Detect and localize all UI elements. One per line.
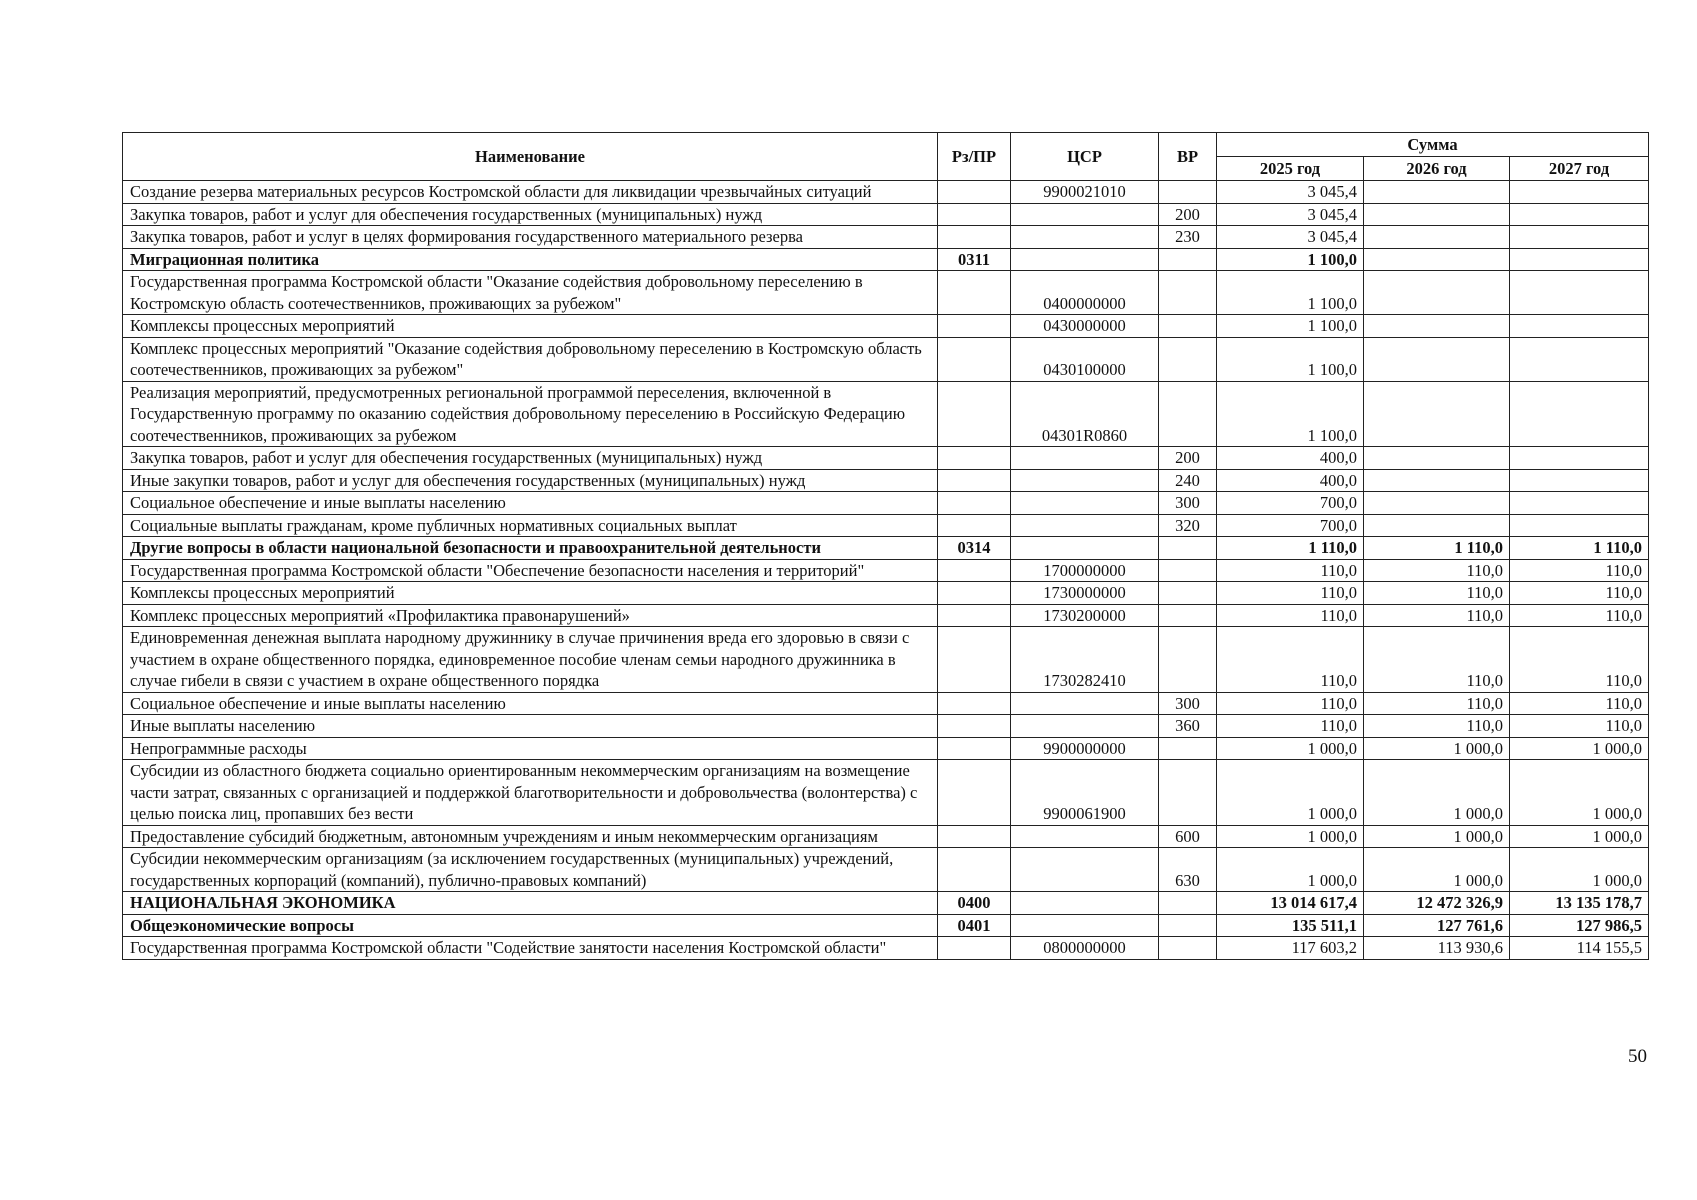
cell-2025: 1 000,0 bbox=[1217, 737, 1364, 760]
cell-2026: 110,0 bbox=[1364, 692, 1510, 715]
cell-vr bbox=[1159, 760, 1217, 826]
cell-rzpr: 0311 bbox=[938, 248, 1011, 271]
table-row bbox=[123, 892, 1649, 915]
cell-csr bbox=[1011, 692, 1159, 715]
cell-vr: 360 bbox=[1159, 715, 1217, 738]
cell-name: Субсидии некоммерческим организациям (за исключением государственных (муниципальных) учреждений, государственных корпораций (компаний), публично-правовых компаний) bbox=[123, 848, 938, 892]
cell-2025: 110,0 bbox=[1217, 692, 1364, 715]
cell-2025: 3 045,4 bbox=[1217, 203, 1364, 226]
cell-2026: 1 110,0 bbox=[1364, 537, 1510, 560]
cell-csr bbox=[1011, 825, 1159, 848]
cell-name: Создание резерва материальных ресурсов Костромской области для ликвидации чрезвычайных ситуаций bbox=[123, 181, 938, 204]
cell-2026: 127 761,6 bbox=[1364, 914, 1510, 937]
cell-2025: 700,0 bbox=[1217, 492, 1364, 515]
cell-name: Государственная программа Костромской области "Содействие занятости населения Костромской области" bbox=[123, 937, 938, 960]
cell-vr bbox=[1159, 914, 1217, 937]
cell-vr bbox=[1159, 315, 1217, 338]
table-row bbox=[123, 203, 1649, 226]
cell-2026 bbox=[1364, 447, 1510, 470]
cell-2026: 1 000,0 bbox=[1364, 760, 1510, 826]
cell-name: Общеэкономические вопросы bbox=[123, 914, 938, 937]
cell-name: Комплексы процессных мероприятий bbox=[123, 315, 938, 338]
cell-2026: 110,0 bbox=[1364, 627, 1510, 693]
cell-2026 bbox=[1364, 381, 1510, 447]
table-row bbox=[123, 447, 1649, 470]
cell-2027: 1 000,0 bbox=[1510, 737, 1649, 760]
cell-2026 bbox=[1364, 315, 1510, 338]
cell-2025: 110,0 bbox=[1217, 582, 1364, 605]
cell-csr bbox=[1011, 492, 1159, 515]
header-year-2026: 2026 год bbox=[1364, 157, 1510, 181]
cell-vr bbox=[1159, 337, 1217, 381]
cell-csr: 04301R0860 bbox=[1011, 381, 1159, 447]
cell-vr bbox=[1159, 937, 1217, 960]
cell-csr bbox=[1011, 848, 1159, 892]
cell-rzpr bbox=[938, 447, 1011, 470]
cell-2027: 1 110,0 bbox=[1510, 537, 1649, 560]
cell-rzpr bbox=[938, 203, 1011, 226]
cell-2026 bbox=[1364, 203, 1510, 226]
table-row bbox=[123, 627, 1649, 693]
cell-csr: 0400000000 bbox=[1011, 271, 1159, 315]
cell-vr bbox=[1159, 559, 1217, 582]
cell-name: Комплекс процессных мероприятий "Оказание содействия добровольному переселению в Костромскую область соотечественников, проживающих за рубежом" bbox=[123, 337, 938, 381]
cell-2027 bbox=[1510, 248, 1649, 271]
cell-vr: 230 bbox=[1159, 226, 1217, 249]
cell-csr bbox=[1011, 203, 1159, 226]
cell-vr bbox=[1159, 271, 1217, 315]
cell-vr bbox=[1159, 892, 1217, 915]
cell-csr bbox=[1011, 914, 1159, 937]
cell-2025: 1 000,0 bbox=[1217, 848, 1364, 892]
cell-rzpr bbox=[938, 181, 1011, 204]
cell-2027: 110,0 bbox=[1510, 582, 1649, 605]
cell-name: Другие вопросы в области национальной безопасности и правоохранительной деятельности bbox=[123, 537, 938, 560]
cell-2025: 110,0 bbox=[1217, 627, 1364, 693]
cell-vr: 200 bbox=[1159, 203, 1217, 226]
cell-vr: 300 bbox=[1159, 692, 1217, 715]
cell-2025: 1 000,0 bbox=[1217, 760, 1364, 826]
cell-vr bbox=[1159, 248, 1217, 271]
cell-rzpr bbox=[938, 627, 1011, 693]
table-row bbox=[123, 315, 1649, 338]
cell-name: Иные закупки товаров, работ и услуг для обеспечения государственных (муниципальных) нужд bbox=[123, 469, 938, 492]
cell-vr bbox=[1159, 604, 1217, 627]
cell-2026 bbox=[1364, 337, 1510, 381]
cell-2027 bbox=[1510, 181, 1649, 204]
cell-2027: 110,0 bbox=[1510, 604, 1649, 627]
cell-name: Предоставление субсидий бюджетным, автономным учреждениям и иным некоммерческим организациям bbox=[123, 825, 938, 848]
cell-2025: 400,0 bbox=[1217, 469, 1364, 492]
cell-rzpr bbox=[938, 937, 1011, 960]
cell-2025: 3 045,4 bbox=[1217, 181, 1364, 204]
cell-2026: 1 000,0 bbox=[1364, 848, 1510, 892]
cell-2026: 1 000,0 bbox=[1364, 825, 1510, 848]
cell-name: Закупка товаров, работ и услуг для обеспечения государственных (муниципальных) нужд bbox=[123, 203, 938, 226]
cell-vr bbox=[1159, 181, 1217, 204]
cell-2027: 110,0 bbox=[1510, 715, 1649, 738]
cell-2027: 1 000,0 bbox=[1510, 760, 1649, 826]
cell-2027 bbox=[1510, 469, 1649, 492]
cell-csr bbox=[1011, 469, 1159, 492]
cell-name: Комплексы процессных мероприятий bbox=[123, 582, 938, 605]
cell-2027 bbox=[1510, 271, 1649, 315]
cell-2026: 1 000,0 bbox=[1364, 737, 1510, 760]
cell-2026 bbox=[1364, 226, 1510, 249]
table-row bbox=[123, 537, 1649, 560]
cell-vr bbox=[1159, 582, 1217, 605]
cell-rzpr bbox=[938, 337, 1011, 381]
cell-rzpr bbox=[938, 825, 1011, 848]
cell-rzpr bbox=[938, 604, 1011, 627]
header-rzpr: Рз/ПР bbox=[938, 133, 1011, 181]
header-csr: ЦСР bbox=[1011, 133, 1159, 181]
cell-rzpr: 0401 bbox=[938, 914, 1011, 937]
cell-name: Социальные выплаты гражданам, кроме публичных нормативных социальных выплат bbox=[123, 514, 938, 537]
cell-2026: 110,0 bbox=[1364, 559, 1510, 582]
header-summa: Сумма bbox=[1217, 133, 1649, 157]
table-row bbox=[123, 715, 1649, 738]
cell-vr: 630 bbox=[1159, 848, 1217, 892]
table-row bbox=[123, 582, 1649, 605]
cell-2025: 110,0 bbox=[1217, 604, 1364, 627]
cell-name: Миграционная политика bbox=[123, 248, 938, 271]
cell-vr bbox=[1159, 627, 1217, 693]
cell-csr: 0430000000 bbox=[1011, 315, 1159, 338]
cell-vr: 300 bbox=[1159, 492, 1217, 515]
cell-2027 bbox=[1510, 381, 1649, 447]
table-row bbox=[123, 937, 1649, 960]
cell-rzpr bbox=[938, 315, 1011, 338]
cell-2026 bbox=[1364, 181, 1510, 204]
cell-2027: 127 986,5 bbox=[1510, 914, 1649, 937]
cell-rzpr: 0400 bbox=[938, 892, 1011, 915]
table-row bbox=[123, 914, 1649, 937]
cell-csr bbox=[1011, 892, 1159, 915]
cell-2027 bbox=[1510, 492, 1649, 515]
cell-2025: 13 014 617,4 bbox=[1217, 892, 1364, 915]
table-row bbox=[123, 514, 1649, 537]
cell-2026: 113 930,6 bbox=[1364, 937, 1510, 960]
cell-vr bbox=[1159, 737, 1217, 760]
cell-name: НАЦИОНАЛЬНАЯ ЭКОНОМИКА bbox=[123, 892, 938, 915]
cell-2027: 1 000,0 bbox=[1510, 825, 1649, 848]
budget-table bbox=[122, 132, 1649, 960]
cell-vr bbox=[1159, 381, 1217, 447]
cell-csr: 1700000000 bbox=[1011, 559, 1159, 582]
cell-csr bbox=[1011, 226, 1159, 249]
cell-2025: 700,0 bbox=[1217, 514, 1364, 537]
cell-2026: 110,0 bbox=[1364, 715, 1510, 738]
cell-2027 bbox=[1510, 514, 1649, 537]
cell-2025: 110,0 bbox=[1217, 559, 1364, 582]
cell-2026 bbox=[1364, 469, 1510, 492]
cell-2025: 117 603,2 bbox=[1217, 937, 1364, 960]
cell-2027: 110,0 bbox=[1510, 559, 1649, 582]
cell-2027: 110,0 bbox=[1510, 692, 1649, 715]
table-row bbox=[123, 271, 1649, 315]
cell-name: Непрограммные расходы bbox=[123, 737, 938, 760]
table-row bbox=[123, 492, 1649, 515]
cell-2027 bbox=[1510, 337, 1649, 381]
cell-csr: 0430100000 bbox=[1011, 337, 1159, 381]
table-row bbox=[123, 226, 1649, 249]
cell-rzpr bbox=[938, 692, 1011, 715]
cell-rzpr bbox=[938, 469, 1011, 492]
table-row bbox=[123, 337, 1649, 381]
cell-2025: 1 100,0 bbox=[1217, 271, 1364, 315]
cell-name: Комплекс процессных мероприятий «Профилактика правонарушений» bbox=[123, 604, 938, 627]
cell-2025: 1 110,0 bbox=[1217, 537, 1364, 560]
cell-csr bbox=[1011, 715, 1159, 738]
cell-csr bbox=[1011, 248, 1159, 271]
cell-vr bbox=[1159, 537, 1217, 560]
table-row bbox=[123, 848, 1649, 892]
cell-csr bbox=[1011, 447, 1159, 470]
cell-rzpr bbox=[938, 559, 1011, 582]
table-row bbox=[123, 604, 1649, 627]
cell-vr: 320 bbox=[1159, 514, 1217, 537]
cell-2025: 1 100,0 bbox=[1217, 315, 1364, 338]
table-row bbox=[123, 559, 1649, 582]
cell-csr: 1730282410 bbox=[1011, 627, 1159, 693]
table-body bbox=[123, 181, 1649, 960]
cell-vr: 200 bbox=[1159, 447, 1217, 470]
cell-name: Социальное обеспечение и иные выплаты населению bbox=[123, 692, 938, 715]
cell-2026 bbox=[1364, 248, 1510, 271]
cell-rzpr bbox=[938, 271, 1011, 315]
cell-name: Субсидии из областного бюджета социально ориентированным некоммерческим организациям на возмещение части затрат, связанных с организацией и поддержкой благотворительности и добровольчества (волонтерства) с целью поиска лиц, пропавших без вести bbox=[123, 760, 938, 826]
cell-csr: 9900061900 bbox=[1011, 760, 1159, 826]
cell-2025: 3 045,4 bbox=[1217, 226, 1364, 249]
table-row bbox=[123, 381, 1649, 447]
cell-rzpr: 0314 bbox=[938, 537, 1011, 560]
cell-vr: 240 bbox=[1159, 469, 1217, 492]
table-row bbox=[123, 469, 1649, 492]
cell-2025: 1 000,0 bbox=[1217, 825, 1364, 848]
cell-csr: 1730000000 bbox=[1011, 582, 1159, 605]
cell-2027: 1 000,0 bbox=[1510, 848, 1649, 892]
header-name: Наименование bbox=[123, 133, 938, 181]
cell-csr bbox=[1011, 537, 1159, 560]
cell-rzpr bbox=[938, 737, 1011, 760]
cell-name: Социальное обеспечение и иные выплаты населению bbox=[123, 492, 938, 515]
cell-name: Закупка товаров, работ и услуг в целях формирования государственного материального резерва bbox=[123, 226, 938, 249]
table-row bbox=[123, 692, 1649, 715]
table-row bbox=[123, 181, 1649, 204]
cell-rzpr bbox=[938, 760, 1011, 826]
cell-2025: 135 511,1 bbox=[1217, 914, 1364, 937]
cell-name: Государственная программа Костромской области "Обеспечение безопасности населения и территорий" bbox=[123, 559, 938, 582]
cell-name: Государственная программа Костромской области "Оказание содействия добровольному переселению в Костромскую область соотечественников, проживающих за рубежом" bbox=[123, 271, 938, 315]
cell-2027: 114 155,5 bbox=[1510, 937, 1649, 960]
cell-rzpr bbox=[938, 381, 1011, 447]
cell-rzpr bbox=[938, 715, 1011, 738]
cell-name: Реализация мероприятий, предусмотренных региональной программой переселения, включенной в Государственную программу по оказанию содействия добровольному переселению в Российскую Федерацию соотечественников, проживающих за рубежом bbox=[123, 381, 938, 447]
cell-2025: 400,0 bbox=[1217, 447, 1364, 470]
header-year-2025: 2025 год bbox=[1217, 157, 1364, 181]
cell-2025: 1 100,0 bbox=[1217, 381, 1364, 447]
cell-rzpr bbox=[938, 226, 1011, 249]
cell-2027 bbox=[1510, 226, 1649, 249]
header-vr: ВР bbox=[1159, 133, 1217, 181]
cell-rzpr bbox=[938, 514, 1011, 537]
cell-csr bbox=[1011, 514, 1159, 537]
header-year-2027: 2027 год bbox=[1510, 157, 1649, 181]
cell-2025: 110,0 bbox=[1217, 715, 1364, 738]
cell-vr: 600 bbox=[1159, 825, 1217, 848]
table-row bbox=[123, 248, 1649, 271]
cell-csr: 9900021010 bbox=[1011, 181, 1159, 204]
cell-2026: 110,0 bbox=[1364, 582, 1510, 605]
cell-2026: 110,0 bbox=[1364, 604, 1510, 627]
table-row bbox=[123, 737, 1649, 760]
table-header bbox=[123, 133, 1649, 181]
cell-2026 bbox=[1364, 271, 1510, 315]
cell-2026 bbox=[1364, 492, 1510, 515]
cell-rzpr bbox=[938, 582, 1011, 605]
cell-name: Иные выплаты населению bbox=[123, 715, 938, 738]
cell-name: Единовременная денежная выплата народному дружиннику в случае причинения вреда его здоровью в связи с участием в охране общественного порядка, единовременное пособие членам семьи народного дружинника в случае гибели в связи с участием в охране общественного порядка bbox=[123, 627, 938, 693]
cell-rzpr bbox=[938, 848, 1011, 892]
cell-2026 bbox=[1364, 514, 1510, 537]
cell-2025: 1 100,0 bbox=[1217, 248, 1364, 271]
budget-table-sheet bbox=[122, 132, 1648, 960]
cell-csr: 0800000000 bbox=[1011, 937, 1159, 960]
cell-2027 bbox=[1510, 315, 1649, 338]
table-row bbox=[123, 760, 1649, 826]
cell-2027 bbox=[1510, 203, 1649, 226]
cell-2026: 12 472 326,9 bbox=[1364, 892, 1510, 915]
cell-2027 bbox=[1510, 447, 1649, 470]
cell-2025: 1 100,0 bbox=[1217, 337, 1364, 381]
cell-2027: 13 135 178,7 bbox=[1510, 892, 1649, 915]
cell-csr: 9900000000 bbox=[1011, 737, 1159, 760]
page-number: 50 bbox=[1628, 1046, 1647, 1067]
cell-rzpr bbox=[938, 492, 1011, 515]
table-row bbox=[123, 825, 1649, 848]
cell-name: Закупка товаров, работ и услуг для обеспечения государственных (муниципальных) нужд bbox=[123, 447, 938, 470]
cell-2027: 110,0 bbox=[1510, 627, 1649, 693]
cell-csr: 1730200000 bbox=[1011, 604, 1159, 627]
